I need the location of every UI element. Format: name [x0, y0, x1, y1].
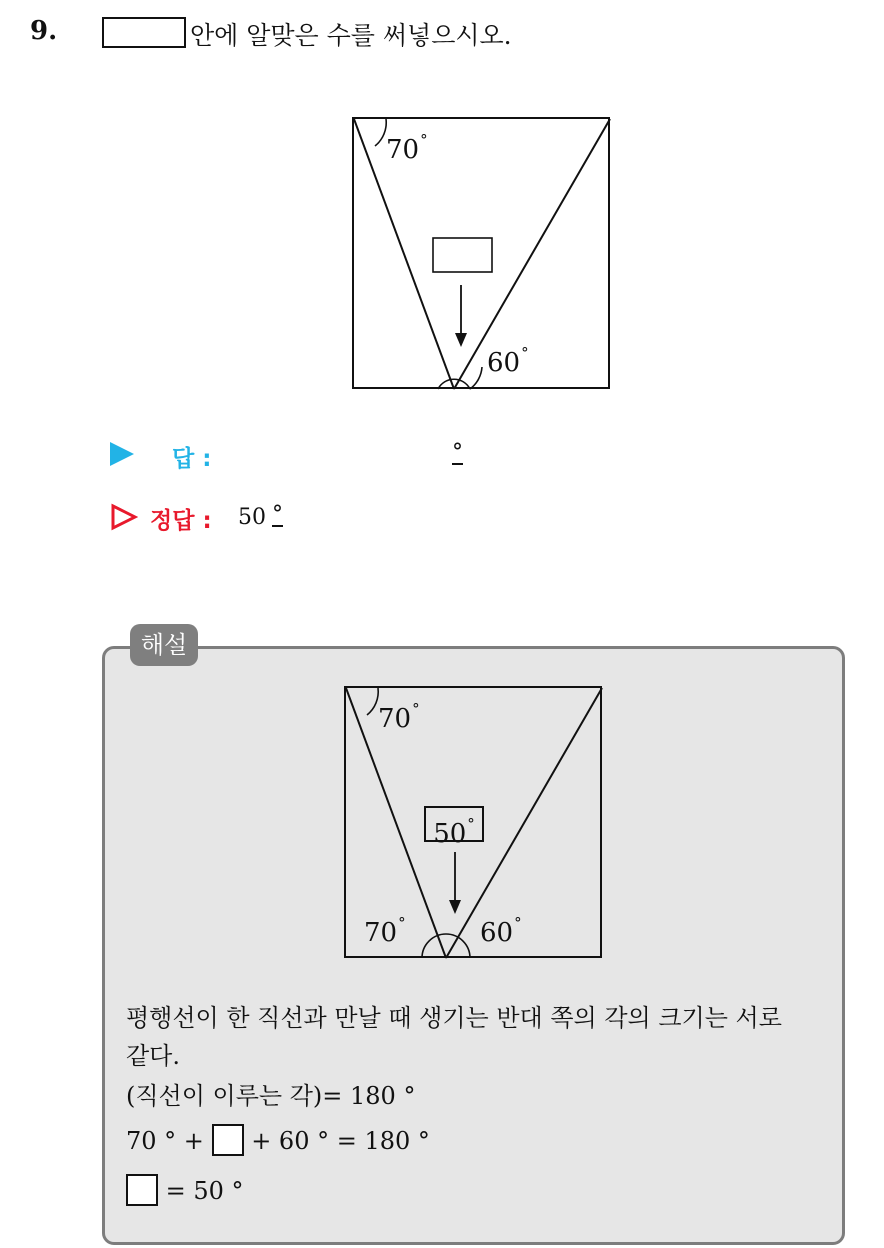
exp-angle-50-box: 50° — [424, 806, 484, 842]
exp-angle-70-top-label: 70° — [378, 700, 420, 734]
answer-unit: ° — [452, 440, 463, 465]
explanation-equation-1 — [126, 1124, 430, 1156]
explanation-line-3: (직선이 이루는 각)= 180 ° — [126, 1082, 416, 1110]
correct-value: 50 — [238, 505, 266, 530]
explanation-line-1: 평행선이 한 직선과 만날 때 생기는 반대 쪽의 각의 크기는 서로 — [126, 1004, 782, 1032]
correct-label: 정답 : — [150, 508, 212, 534]
correct-unit: ° — [272, 502, 283, 527]
answer-label: 답 : — [172, 446, 212, 472]
angle-70-label: 70° — [386, 131, 428, 165]
angle-60-label: 60° — [487, 344, 529, 378]
explanation-equation-2 — [126, 1174, 244, 1206]
correct-marker-icon — [110, 503, 138, 531]
eq1-right: + 60 ° = 180 ° — [251, 1127, 430, 1155]
question-instruction: 안에 알맞은 수를 써넣으시오. — [190, 21, 512, 50]
eq1-left: 70 ° + — [126, 1127, 204, 1155]
figure-blank-box — [433, 238, 492, 272]
eq2-right: = 50 ° — [165, 1177, 244, 1205]
exp-angle-60-label: 60° — [480, 914, 522, 948]
exp-angle-70-bottom-label: 70° — [364, 914, 406, 948]
explanation-line-2: 같다. — [126, 1042, 180, 1070]
question-number: 9. — [30, 16, 58, 46]
blank-box — [102, 17, 186, 48]
eq2-blank-box — [126, 1174, 158, 1206]
eq1-blank-box — [212, 1124, 244, 1156]
answer-marker-icon — [110, 442, 134, 466]
explanation-tag: 해설 — [130, 624, 198, 666]
